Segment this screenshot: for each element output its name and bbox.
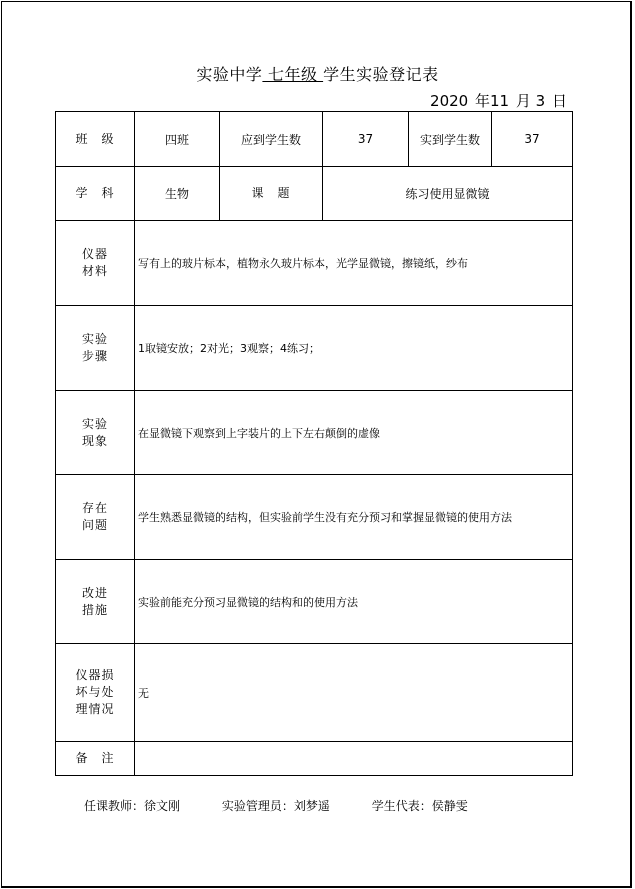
- page-title: [0, 62, 635, 85]
- subject-label: 学 科: [56, 166, 134, 220]
- student-rep-signature: 学生代表：侯静雯: [371, 799, 468, 813]
- class-value: 四班: [134, 112, 219, 166]
- materials-label: 仪器 材料: [56, 220, 134, 305]
- problems-label: 存在 问题: [56, 474, 134, 559]
- date-suffix: 日: [551, 92, 567, 110]
- remarks-label: 备 注: [56, 741, 134, 775]
- record-date: [428, 90, 567, 111]
- expected-students-value: 37: [322, 112, 408, 166]
- improvements-content: 实验前能充分预习显微镜的结构和的使用方法: [134, 559, 572, 643]
- steps-label: 实验 步骤: [56, 305, 134, 390]
- teacher-signature: 任课教师：徐文刚: [84, 799, 181, 813]
- topic-label: 课 题: [219, 166, 322, 220]
- steps-content: 1取镜安放；2对光；3观察；4练习；: [134, 305, 572, 390]
- title-rest: 学生实验登记表: [323, 65, 439, 84]
- actual-students-value: 37: [491, 112, 572, 166]
- date-day: 月 3: [515, 92, 546, 110]
- signature-footer: [84, 797, 468, 814]
- phenomenon-content: 在显微镜下观察到上字装片的上下左右颠倒的虚像: [134, 390, 572, 474]
- topic-value: 练习使用显微镜: [322, 166, 572, 220]
- expected-students-label: 应到学生数: [219, 112, 322, 166]
- actual-students-label: 实到学生数: [408, 112, 491, 166]
- lab-admin-signature: 实验管理员：刘梦遥: [221, 799, 330, 813]
- remarks-content: [134, 741, 572, 775]
- materials-content: 写有上的玻片标本，植物永久玻片标本，光学显微镜，擦镜纸，纱布: [134, 220, 572, 305]
- date-year: 2020: [430, 92, 469, 110]
- title-grade: 七年级: [262, 65, 324, 84]
- problems-content: 学生熟悉显微镜的结构，但实验前学生没有充分预习和掌握显微镜的使用方法: [134, 474, 572, 559]
- equipment-damage-content: 无: [134, 643, 572, 741]
- date-month: 年11: [475, 92, 510, 110]
- improvements-label: 改进 措施: [56, 559, 134, 643]
- phenomenon-label: 实验 现象: [56, 390, 134, 474]
- subject-value: 生物: [134, 166, 219, 220]
- class-label: 班 级: [75, 131, 115, 146]
- equipment-damage-label: 仪器损 坏与处 理情况: [56, 643, 134, 741]
- experiment-record-table: [55, 111, 573, 776]
- title-school: 实验中学: [196, 65, 263, 84]
